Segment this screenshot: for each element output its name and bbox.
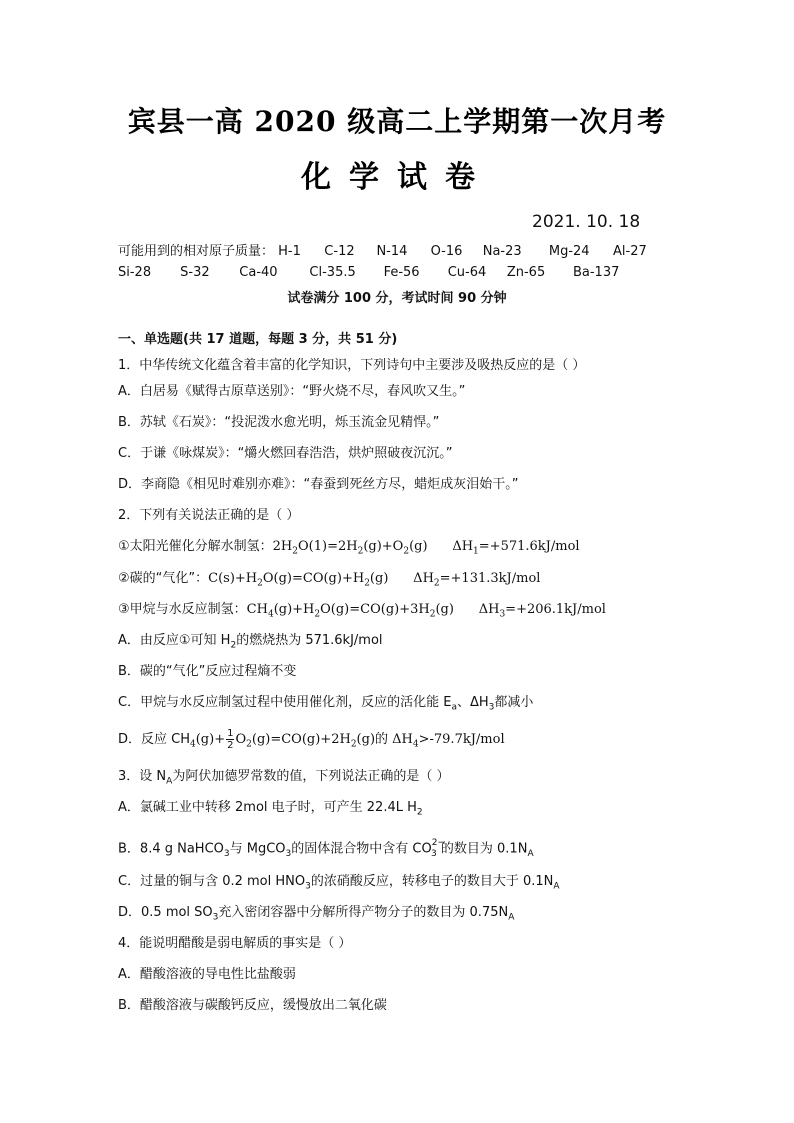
option-text: C．过量的铜与含 0.2 mol HNO xyxy=(118,874,306,889)
atom-mass: N-14 xyxy=(376,244,408,259)
atom-mass: Mg-24 xyxy=(548,244,590,259)
option-text: B．8.4 g NaHCO xyxy=(118,841,224,857)
atomic-masses-row2 xyxy=(118,264,619,282)
q2-reaction-3: ③甲烷与水反应制氢：$CH_4(g)+H_2O(g)=CO(g)+3H_2(g)$ $\Delta H_3=+206.1kJ$/mol xyxy=(118,602,606,620)
q2-option-c: C．甲烷与水反应制氢过程中使用催化剂，反应的活化能 $E_a$、$\Delta H_3$都减小 xyxy=(118,695,534,713)
option-text: 与 MgCO xyxy=(229,841,286,857)
q3-option-d: D．0.5 mol $SO_3$充入密闭容器中分解所得产物分子的数目为 $0.75N_A$ xyxy=(118,905,515,923)
atom-mass: H-1 xyxy=(278,244,301,259)
option-text: 充入密闭容器中分解所得产物分子的数目为 0.75N xyxy=(218,905,509,920)
option-text: D．0.5 mol SO xyxy=(118,905,213,920)
reaction-label: ①太阳光催化分解水制氢： xyxy=(118,539,273,554)
atom-mass: Ca-40 xyxy=(239,265,278,280)
q2-stem: 2．下列有关说法正确的是（ ） xyxy=(118,508,300,523)
atom-mass: Zn-65 xyxy=(506,265,546,280)
q1-option-a: A．白居易《赋得古原草送别》：“野火烧不尽，春风吹又生。” xyxy=(118,384,466,399)
q1-option-d: D．李商隐《相见时难别亦难》：“春蚕到死丝方尽，蜡炬成灰泪始干。” xyxy=(118,477,519,492)
q2-option-b: B．碳的“气化”反应过程熵不变 xyxy=(118,664,297,679)
exam-title: 宾县一高 2020 级高二上学期第一次月考 xyxy=(127,105,667,138)
option-text: D．反应 CH xyxy=(118,732,190,747)
q3-option-c: C．过量的铜与含 0.2 mol $HNO_3$的浓硝酸反应，转移电子的数目大于 $0.1N_A$ xyxy=(118,874,560,892)
q4-stem: 4．能说明醋酸是弱电解质的事实是（ ） xyxy=(118,936,352,951)
fraction-one-half: $\frac{1}{2}$ xyxy=(227,728,234,751)
atom-mass: Si-28 xyxy=(118,265,152,280)
option-text: C．甲烷与水反应制氢过程中使用催化剂，反应的活化能 E xyxy=(118,695,452,710)
atom-mass: Al-27 xyxy=(613,244,647,259)
option-text: A．由反应①可知 H xyxy=(118,633,231,648)
q1-option-c: C．于谦《咏煤炭》：“爝火燃回春浩浩，烘炉照破夜沉沉。” xyxy=(118,446,453,461)
atom-mass: C-12 xyxy=(324,244,355,259)
q1-stem: 1．中华传统文化蕴含着丰富的化学知识，下列诗句中主要涉及吸热反应的是（ ） xyxy=(118,358,586,373)
q2-reaction-1: ①太阳光催化分解水制氢：$2H_2O(1)=2H_2(g)+O_2(g)$ $\Delta H_1=+571.6kJ$/mol xyxy=(118,539,580,557)
option-text: 的浓硝酸反应，转移电子的数目大于 0.1N xyxy=(310,874,554,889)
exam-date: 2021. 10. 18 xyxy=(532,212,641,232)
q2-option-a: A．由反应①可知 $H_2$的燃烧热为 571.6kJ/mol xyxy=(118,633,383,651)
q3-option-b: B．8.4 g NaHCO$_3$与 MgCO$_3$的固体混合物中含有 $CO^{2-}_3$ 的数目为 $0.1N_A$ xyxy=(118,838,534,859)
option-text: 的燃烧热为 571.6kJ/mol xyxy=(236,633,383,648)
option-text: 的固体混合物中含有 CO xyxy=(291,841,432,857)
atom-mass: Fe-56 xyxy=(383,265,420,280)
option-text: A．氯碱工业中转移 2mol 电子时，可产生 22.4L H xyxy=(118,800,417,815)
q4-option-b: B．醋酸溶液与碳酸钙反应，缓慢放出二氧化碳 xyxy=(118,998,387,1013)
q3-option-a: A．氯碱工业中转移 2mol 电子时，可产生 22.4L $H_2$ xyxy=(118,800,423,818)
option-text: 都减小 xyxy=(494,695,534,710)
q2-reaction-2: ②碳的“气化”：$C(s)+H_2O(g)=CO(g)+H_2(g)$ $\Delta H_2=+131.3kJ$/mol xyxy=(118,571,541,589)
atomic-masses-label: 可能用到的相对原子质量： xyxy=(118,244,275,259)
q1-option-b: B．苏轼《石炭》：“投泥泼水愈光明，烁玉流金见精悍。” xyxy=(118,415,440,430)
stem-text: 3．设 N xyxy=(118,769,167,784)
atom-mass: Cu-64 xyxy=(447,265,487,280)
atom-mass: S-32 xyxy=(180,265,210,280)
reaction-label: ③甲烷与水反应制氢： xyxy=(118,602,247,617)
atom-mass: Cl-35.5 xyxy=(309,265,356,280)
atom-mass: Ba-137 xyxy=(572,265,620,280)
atom-mass: O-16 xyxy=(430,244,463,259)
option-text: 的数目为 0.1N xyxy=(440,841,528,857)
atom-mass: Na-23 xyxy=(482,244,522,259)
subject-title: 化学试卷 xyxy=(301,160,493,195)
reaction-label: ②碳的“气化”： xyxy=(118,571,209,586)
exam-info: 试卷满分 100 分，考试时间 90 分钟 xyxy=(287,291,507,306)
q2-option-d: D．反应 $CH_4(g)+$ $\frac{1}{2}$ $O_2(g)=CO(g)+2H_2(g)$的 $\Delta H_4>-79.7kJ$/mol xyxy=(118,728,505,751)
atomic-masses-row1 xyxy=(118,243,647,261)
q3-stem: 3．设 $N_A$为阿伏加德罗常数的值，下列说法正确的是（ ） xyxy=(118,769,450,787)
stem-text: 为阿伏加德罗常数的值，下列说法正确的是（ ） xyxy=(172,769,450,784)
section-heading: 一、单选题(共 17 道题，每题 3 分，共 51 分) xyxy=(118,332,398,347)
q4-option-a: A．醋酸溶液的导电性比盐酸弱 xyxy=(118,967,296,982)
